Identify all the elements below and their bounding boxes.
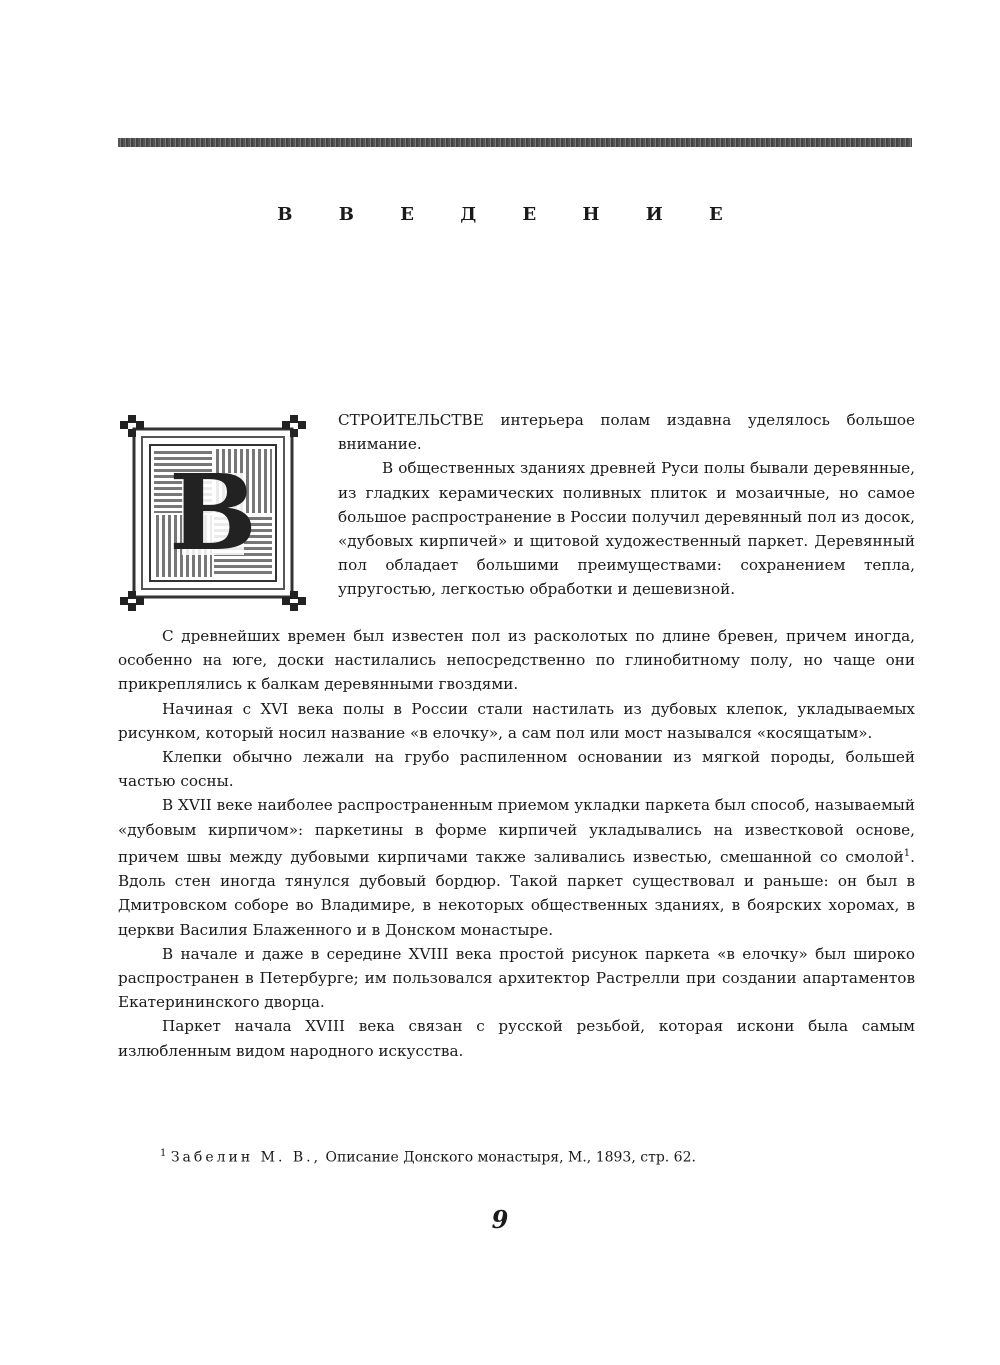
paragraph-6-part-b: . Вдоль стен иногда тянулся дубовый бордюр. Такой паркет существовал и раньше: он был в Дмитровском соборе во Владимире, в некоторых общественных зданиях, в боярских хоромах, в церкви Василия Блаженного и в Донском монастыре. xyxy=(118,847,915,939)
footnote-author: Забелин М. В., xyxy=(170,1149,322,1166)
paragraph-4: Начиная с XVI века полы в России стали настилать из дубовых клепок, укладываемых рисунком, который носил название «в елочку», а сам пол или мост назывался «косящатым». xyxy=(118,699,915,742)
body-text xyxy=(118,624,915,1063)
ornament-frame-icon xyxy=(120,415,306,611)
paragraph-7: В начале и даже в середине XVIII века простой рисунок паркета «в елочку» был широко распространен в Петербурге; им пользовался архитектор Растрелли при создании апартаментов Екатерининского дворца. xyxy=(118,944,915,1012)
decorative-initial xyxy=(120,415,306,611)
lead-paragraph-2: В общественных зданиях древней Руси полы бывали деревянные, из гладких керамических поливных плиток и мозаичные, но самое большое распространение в России получил деревянный пол из досок, «дубовых кирпичей» и щитовой художественный паркет. Деревянный пол обладает большими преимуществами: сохранением тепла, упругостью, легкостью обработки и дешевизной. xyxy=(338,459,915,599)
paragraph-6 xyxy=(118,793,915,941)
paragraph-5: Клепки обычно лежали на грубо распиленном основании из мягкой породы, большей частью сосны. xyxy=(118,748,915,791)
footnote-text: Описание Донского монастыря, М., 1893, стр. 62. xyxy=(325,1149,696,1166)
top-decorative-rule xyxy=(118,138,912,147)
chapter-heading: В В Е Д Е Н И Е xyxy=(277,204,743,225)
initial-letter: В xyxy=(169,451,257,574)
paragraph-8: Паркет начала XVIII века связан с русской резьбой, которая искони была самым излюбленным видом народного искусства. xyxy=(118,1017,915,1060)
lead-paragraph-1: СТРОИТЕЛЬСТВЕ интерьера полам издавна уделялось большое внимание. xyxy=(338,411,915,454)
lead-text xyxy=(338,408,915,602)
paragraph-6-part-a: В XVII веке наиболее распространенным приемом укладки паркета был способ, называемый «дубовым кирпичом»: паркетины в форме кирпичей укладывались на известковой основе, причем швы между дубовыми кирпичами также заливались известью, смешанной со смолой xyxy=(118,796,915,866)
paragraph-3: С древнейших времен был известен пол из расколотых по длине бревен, причем иногда, особенно на юге, доски настилались непосредственно по глинобитному полу, но чаще они прикреплялись к балкам деревянными гвоздями. xyxy=(118,627,915,694)
footnote-mark: 1 xyxy=(160,1148,167,1159)
footnote xyxy=(160,1144,860,1168)
page-number: 9 xyxy=(491,1205,509,1234)
footnote-reference: 1 xyxy=(903,847,911,859)
